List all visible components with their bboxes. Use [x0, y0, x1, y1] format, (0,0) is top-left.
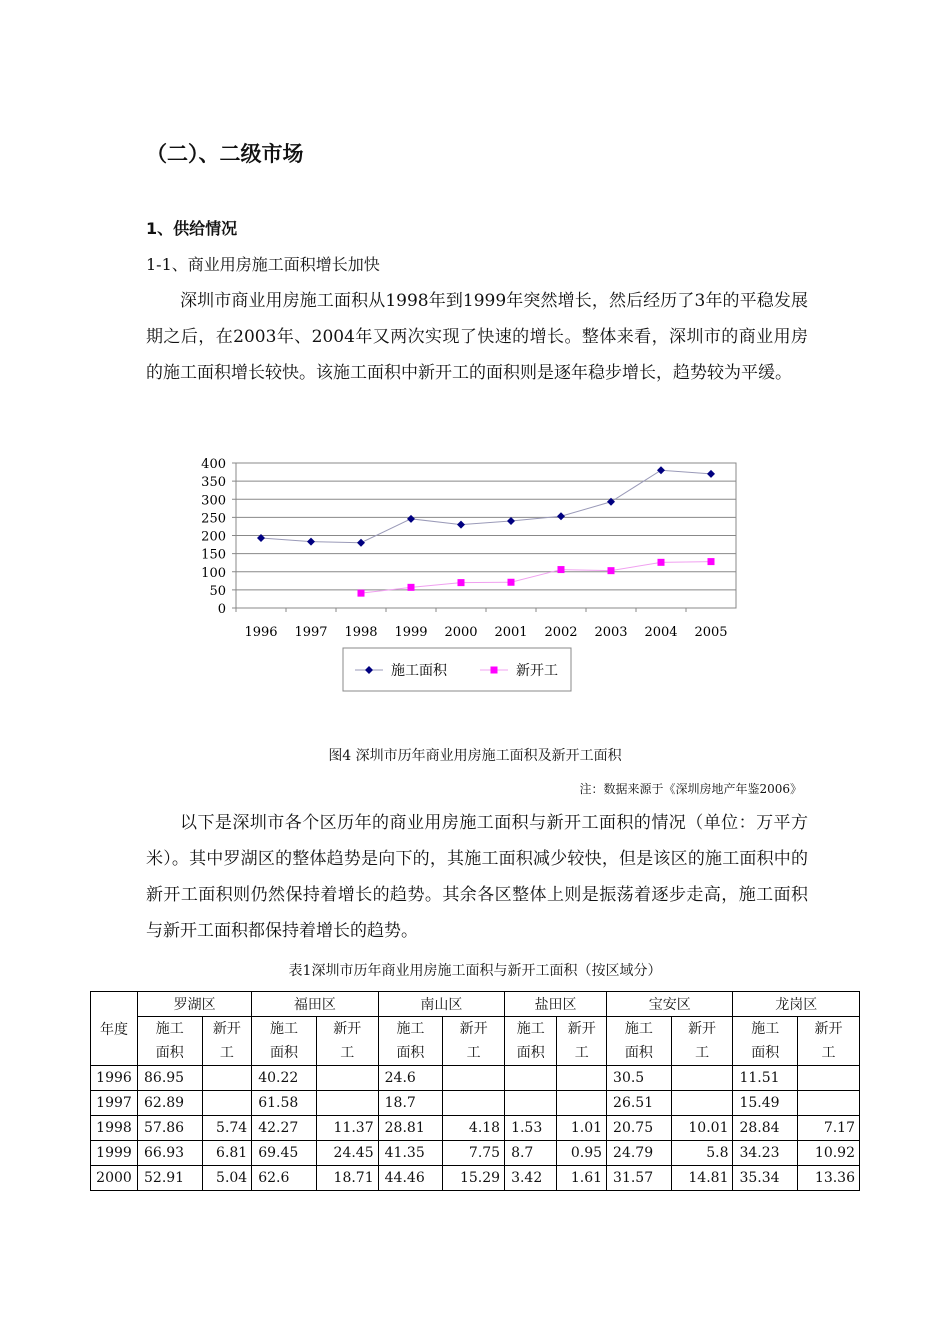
- table-subheader-row: [91, 1017, 860, 1066]
- paragraph-1: 深圳市商业用房施工面积从1998年到1999年突然增长，然后经历了3年的平稳发展期之后，在2003年、2004年又两次实现了快速的增长。整体来看，深圳市的商业用房的施工面积增长较快。该施工面积中新开工的面积则是逐年稳步增长，趋势较为平缓。: [146, 291, 808, 383]
- paragraph-2: 以下是深圳市各个区历年的商业用房施工面积与新开工面积的情况（单位：万平方米）。其中罗湖区的整体趋势是向下的，其施工面积减少较快，但是该区的施工面积中的新开工面积则仍然保持着增长的趋势。其余各区整体上则是振荡着逐步走高，施工面积与新开工面积都保持着增长的趋势。: [146, 813, 808, 941]
- value-cell: 86.95: [138, 1066, 203, 1091]
- y-tick-label: 250: [201, 511, 226, 527]
- sub-header-construction: 施工 面积: [138, 1017, 203, 1066]
- district-header: 龙岗区: [733, 992, 860, 1017]
- sub-header-construction: 施工 面积: [378, 1017, 443, 1066]
- value-cell: [316, 1091, 378, 1116]
- figure-caption: 图4 深圳市历年商业用房施工面积及新开工面积: [328, 748, 622, 764]
- value-cell: 4.18: [443, 1116, 505, 1141]
- section-title: （二）、二级市场: [146, 142, 304, 166]
- value-cell: [671, 1091, 733, 1116]
- value-cell: 52.91: [138, 1166, 203, 1191]
- sub-header-new-start: 新开 工: [557, 1017, 607, 1066]
- district-header: 福田区: [252, 992, 378, 1017]
- sub-header-new-start: 新开 工: [671, 1017, 733, 1066]
- year-cell: 1996: [91, 1066, 138, 1091]
- value-cell: 31.57: [607, 1166, 672, 1191]
- table-row: [91, 1166, 860, 1191]
- value-cell: 5.74: [202, 1116, 252, 1141]
- sub-header-construction: 施工 面积: [733, 1017, 798, 1066]
- value-cell: 1.61: [557, 1166, 607, 1191]
- value-cell: [202, 1066, 252, 1091]
- value-cell: [671, 1066, 733, 1091]
- value-cell: 62.89: [138, 1091, 203, 1116]
- value-cell: 3.42: [505, 1166, 557, 1191]
- sub-header-new-start: 新开 工: [316, 1017, 378, 1066]
- table-header-row: [91, 992, 860, 1017]
- value-cell: 5.04: [202, 1166, 252, 1191]
- value-cell: 1.01: [557, 1116, 607, 1141]
- table-caption: 表1深圳市历年商业用房施工面积与新开工面积（按区域分）: [288, 963, 662, 979]
- value-cell: 28.81: [378, 1116, 443, 1141]
- data-point-square: [508, 579, 515, 586]
- data-point-square: [708, 558, 715, 565]
- value-cell: 14.81: [671, 1166, 733, 1191]
- value-cell: [443, 1091, 505, 1116]
- value-cell: 28.84: [733, 1116, 798, 1141]
- y-tick-label: 350: [201, 475, 226, 491]
- value-cell: 11.51: [733, 1066, 798, 1091]
- value-cell: 66.93: [138, 1141, 203, 1166]
- x-tick-label: 1999: [394, 625, 428, 640]
- value-cell: 8.7: [505, 1141, 557, 1166]
- data-point-square: [558, 566, 565, 573]
- sub-header-new-start: 新开 工: [798, 1017, 860, 1066]
- value-cell: [443, 1066, 505, 1091]
- value-cell: 30.5: [607, 1066, 672, 1091]
- data-point-square: [608, 567, 615, 574]
- figure-note: 注：数据来源于《深圳房地产年鉴2006》: [579, 782, 802, 796]
- y-tick-label: 300: [201, 493, 226, 509]
- value-cell: 13.36: [798, 1166, 860, 1191]
- value-cell: 20.75: [607, 1116, 672, 1141]
- value-cell: 42.27: [252, 1116, 317, 1141]
- table-row: [91, 1116, 860, 1141]
- value-cell: [202, 1091, 252, 1116]
- value-cell: 7.75: [443, 1141, 505, 1166]
- value-cell: [557, 1091, 607, 1116]
- table-row: [91, 1141, 860, 1166]
- legend-label: 新开工: [516, 663, 558, 679]
- value-cell: 35.34: [733, 1166, 798, 1191]
- value-cell: [798, 1091, 860, 1116]
- value-cell: 61.58: [252, 1091, 317, 1116]
- value-cell: [557, 1066, 607, 1091]
- x-tick-label: 2005: [694, 625, 728, 640]
- district-header: 罗湖区: [138, 992, 252, 1017]
- year-cell: 1999: [91, 1141, 138, 1166]
- value-cell: [505, 1066, 557, 1091]
- value-cell: 24.6: [378, 1066, 443, 1091]
- x-tick-label: 2000: [444, 625, 478, 640]
- legend-label: 施工面积: [391, 663, 447, 679]
- y-tick-label: 400: [201, 457, 226, 472]
- value-cell: 0.95: [557, 1141, 607, 1166]
- sub-header-construction: 施工 面积: [505, 1017, 557, 1066]
- value-cell: 69.45: [252, 1141, 317, 1166]
- value-cell: 24.79: [607, 1141, 672, 1166]
- district-table: [90, 991, 860, 1191]
- y-tick-labels: [201, 457, 226, 617]
- value-cell: [798, 1066, 860, 1091]
- sub-header-construction: 施工 面积: [252, 1017, 317, 1066]
- value-cell: 18.71: [316, 1166, 378, 1191]
- value-cell: 44.46: [378, 1166, 443, 1191]
- district-header: 盐田区: [505, 992, 607, 1017]
- value-cell: 10.01: [671, 1116, 733, 1141]
- data-point-square: [458, 579, 465, 586]
- value-cell: 34.23: [733, 1141, 798, 1166]
- value-cell: 10.92: [798, 1141, 860, 1166]
- value-cell: [316, 1066, 378, 1091]
- y-tick-label: 200: [201, 529, 226, 545]
- chart-legend: [343, 648, 571, 691]
- sub-header-construction: 施工 面积: [607, 1017, 672, 1066]
- x-tick-label: 2004: [644, 625, 678, 640]
- year-cell: 2000: [91, 1166, 138, 1191]
- data-point-square: [408, 584, 415, 591]
- year-header: 年度: [91, 992, 138, 1066]
- value-cell: 24.45: [316, 1141, 378, 1166]
- y-tick-label: 50: [209, 583, 226, 599]
- value-cell: 18.7: [378, 1091, 443, 1116]
- value-cell: 41.35: [378, 1141, 443, 1166]
- subsection-title: 1、供给情况: [146, 219, 238, 238]
- y-tick-label: 0: [217, 602, 226, 617]
- line-chart: [180, 450, 760, 700]
- value-cell: 62.6: [252, 1166, 317, 1191]
- x-tick-label: 1997: [294, 625, 328, 640]
- x-tick-label: 1998: [344, 625, 378, 640]
- value-cell: 57.86: [138, 1116, 203, 1141]
- y-tick-label: 150: [201, 547, 226, 563]
- value-cell: [505, 1091, 557, 1116]
- table-body: [91, 1066, 860, 1191]
- sub-header-new-start: 新开 工: [443, 1017, 505, 1066]
- value-cell: 1.53: [505, 1116, 557, 1141]
- legend-marker-square: [491, 667, 498, 674]
- year-cell: 1998: [91, 1116, 138, 1141]
- year-cell: 1997: [91, 1091, 138, 1116]
- data-point-square: [658, 559, 665, 566]
- table-row: [91, 1066, 860, 1091]
- value-cell: 15.29: [443, 1166, 505, 1191]
- x-tick-label: 2002: [544, 625, 578, 640]
- data-point-square: [358, 590, 365, 597]
- x-tick-label: 1996: [244, 625, 278, 640]
- value-cell: 15.49: [733, 1091, 798, 1116]
- x-tick-label: 2001: [494, 625, 528, 640]
- table-row: [91, 1091, 860, 1116]
- value-cell: 7.17: [798, 1116, 860, 1141]
- y-tick-label: 100: [201, 565, 226, 581]
- value-cell: 26.51: [607, 1091, 672, 1116]
- chart-grid: [232, 463, 736, 612]
- value-cell: 5.8: [671, 1141, 733, 1166]
- district-header: 宝安区: [607, 992, 733, 1017]
- value-cell: 11.37: [316, 1116, 378, 1141]
- x-tick-label: 2003: [594, 625, 628, 640]
- subsubsection-title: 1-1、商业用房施工面积增长加快: [146, 255, 380, 274]
- value-cell: 6.81: [202, 1141, 252, 1166]
- value-cell: 40.22: [252, 1066, 317, 1091]
- x-tick-labels: [244, 625, 727, 640]
- sub-header-new-start: 新开 工: [202, 1017, 252, 1066]
- district-header: 南山区: [378, 992, 504, 1017]
